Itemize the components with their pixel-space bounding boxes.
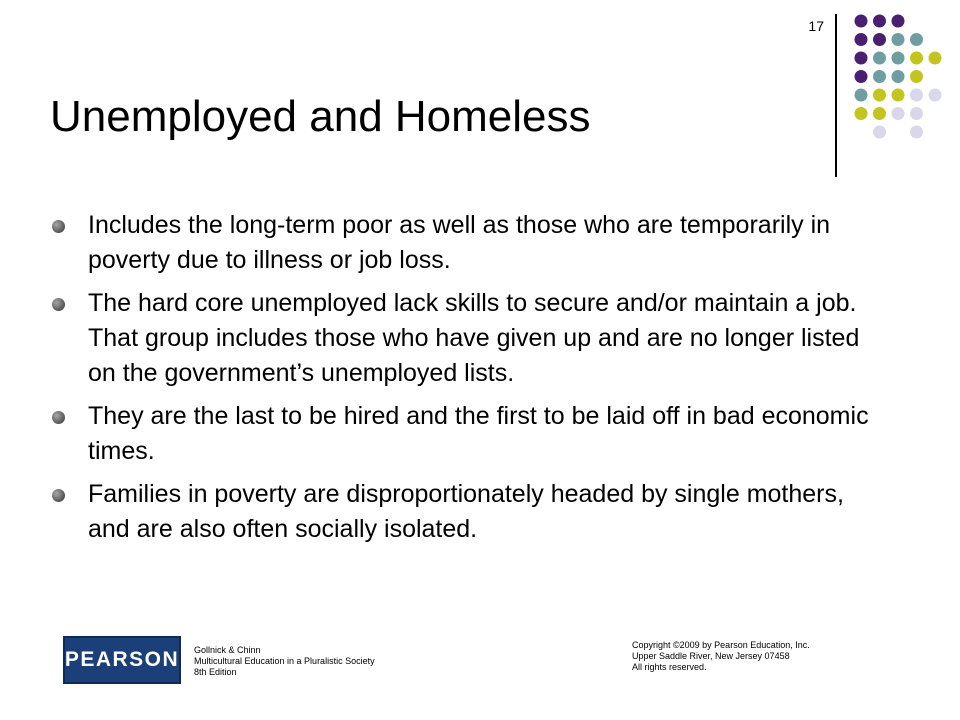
decorative-dot bbox=[892, 33, 905, 46]
decorative-dot bbox=[873, 52, 886, 65]
decorative-dot bbox=[910, 70, 923, 83]
book-edition: 8th Edition bbox=[194, 667, 237, 677]
bullet-dot-icon bbox=[52, 220, 65, 233]
decorative-dot bbox=[873, 107, 886, 120]
slide-title: Unemployed and Homeless bbox=[50, 92, 591, 141]
decorative-dot bbox=[910, 52, 923, 65]
bullet-item bbox=[52, 286, 882, 391]
bullet-text: Includes the long-term poor as well as those who are temporarily in poverty due to illness or job loss. bbox=[88, 211, 831, 274]
rights-reserved: All rights reserved. bbox=[632, 662, 707, 672]
decorative-dot bbox=[929, 52, 942, 65]
book-title: Multicultural Education in a Pluralistic Society bbox=[194, 656, 375, 666]
decorative-dot bbox=[892, 52, 905, 65]
decorative-dot bbox=[855, 15, 868, 28]
logo-text: PEARSON bbox=[64, 648, 180, 671]
bullet-dot-icon bbox=[52, 489, 65, 502]
decorative-dot bbox=[892, 89, 905, 102]
book-author: Gollnick & Chinn bbox=[194, 645, 261, 655]
publisher-address: Upper Saddle River, New Jersey 07458 bbox=[632, 651, 790, 661]
decorative-dot bbox=[929, 89, 942, 102]
bullet-item bbox=[52, 399, 882, 469]
decorative-dot bbox=[892, 15, 905, 28]
bullet-list bbox=[52, 208, 882, 555]
decorative-dot bbox=[855, 33, 868, 46]
decorative-dot bbox=[892, 70, 905, 83]
pearson-logo bbox=[63, 636, 181, 684]
decorative-dot bbox=[873, 15, 886, 28]
bullet-text: They are the last to be hired and the first to be laid off in bad economic times. bbox=[88, 402, 869, 465]
bullet-item bbox=[52, 208, 882, 278]
decorative-dot bbox=[855, 52, 868, 65]
bullet-item bbox=[52, 477, 882, 547]
decorative-dot bbox=[910, 89, 923, 102]
decorative-dot bbox=[910, 126, 923, 139]
copyright-notice bbox=[632, 640, 810, 673]
book-info bbox=[194, 645, 375, 678]
copyright-line: Copyright ©2009 by Pearson Education, Inc. bbox=[632, 640, 810, 650]
bullet-dot-icon bbox=[52, 411, 65, 424]
decorative-dot bbox=[873, 33, 886, 46]
slide-number: 17 bbox=[808, 18, 824, 34]
decorative-dot bbox=[873, 126, 886, 139]
bullet-dot-icon bbox=[52, 298, 65, 311]
decorative-dot bbox=[892, 107, 905, 120]
decorative-dot bbox=[873, 70, 886, 83]
decorative-dot bbox=[855, 70, 868, 83]
decorative-dot bbox=[855, 107, 868, 120]
bullet-text: The hard core unemployed lack skills to secure and/or maintain a job. That group includes those who have given up and are no longer listed on the government’s unemployed lists. bbox=[88, 289, 860, 387]
decorative-dot bbox=[910, 33, 923, 46]
bullet-text: Families in poverty are disproportionately headed by single mothers, and are also often socially isolated. bbox=[88, 480, 844, 543]
decorative-dot bbox=[855, 89, 868, 102]
decorative-dot bbox=[873, 89, 886, 102]
decorative-dot bbox=[910, 107, 923, 120]
